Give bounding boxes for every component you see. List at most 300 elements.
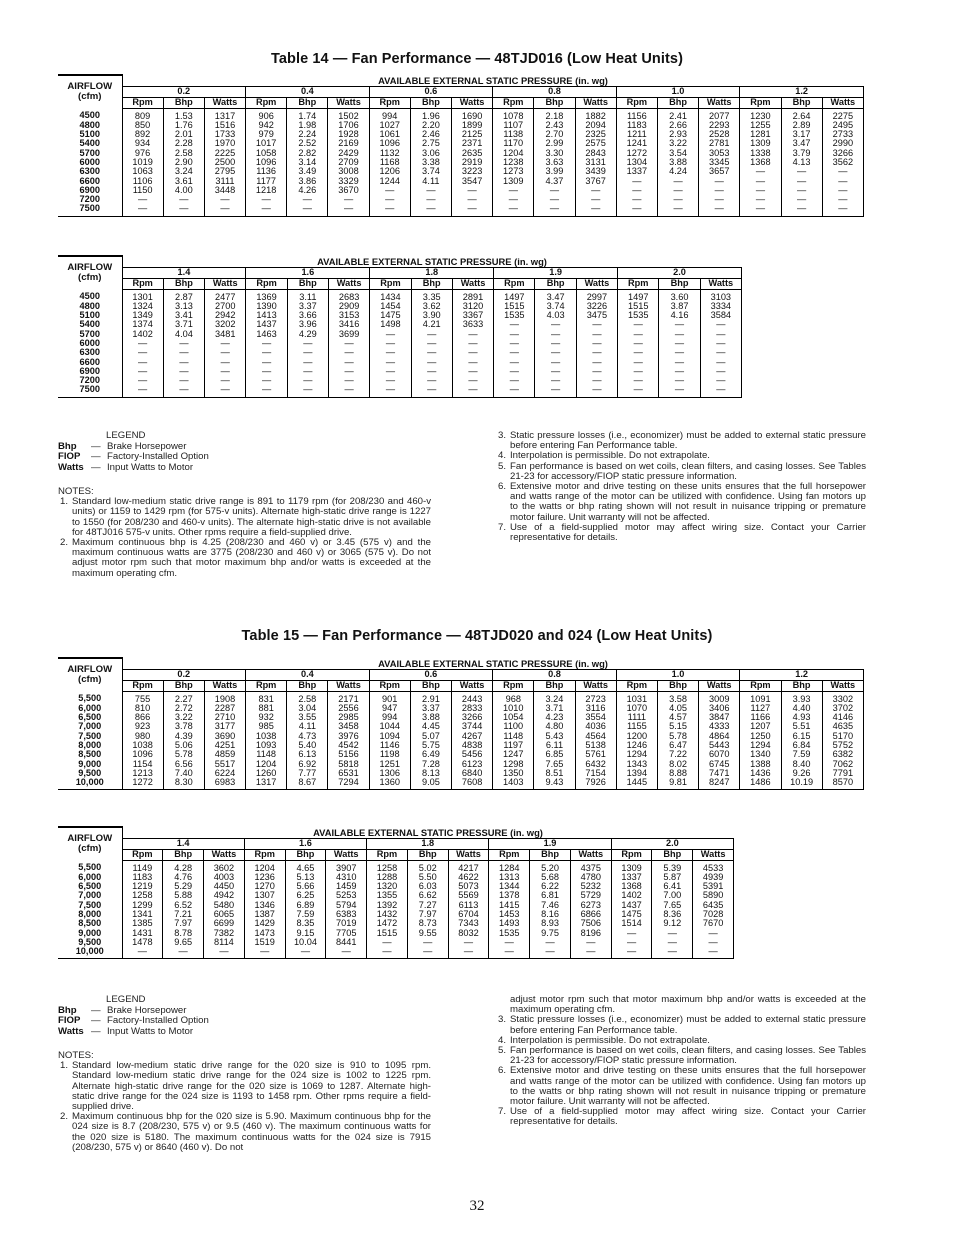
value-cell: — xyxy=(530,947,571,959)
airflow-label: AIRFLOW xyxy=(67,262,113,273)
value-cell: — xyxy=(652,938,693,947)
value-cell: 1044 xyxy=(369,722,410,731)
value-cell: 1096 xyxy=(369,139,410,148)
value-cell: 1273 xyxy=(493,167,534,176)
value-cell: 5.13 xyxy=(285,873,326,882)
value-cell: 8.13 xyxy=(410,769,451,778)
value-cell: 1313 xyxy=(489,873,530,882)
value-cell: 7028 xyxy=(693,910,734,919)
value-cell: 976 xyxy=(122,149,163,158)
value-cell: 5517 xyxy=(204,760,245,769)
airflow-cell: 6900 xyxy=(58,186,122,195)
value-cell: 2287 xyxy=(204,704,245,713)
table-15-notes-right xyxy=(496,995,866,1128)
legend-value: Factory-Installed Option xyxy=(107,1015,209,1027)
legend-dash: — xyxy=(91,441,101,453)
value-cell: — xyxy=(699,177,740,186)
value-cell: 3266 xyxy=(452,713,493,722)
value-cell: — xyxy=(452,339,493,348)
value-cell: 3302 xyxy=(822,691,863,704)
value-cell: 1207 xyxy=(740,722,781,731)
value-cell: — xyxy=(535,385,576,397)
value-cell: 1155 xyxy=(616,722,657,731)
value-cell: — xyxy=(575,204,616,216)
value-cell: — xyxy=(489,947,530,959)
value-cell: 3226 xyxy=(576,302,617,311)
value-cell: 1394 xyxy=(616,769,657,778)
value-cell: 1206 xyxy=(369,167,410,176)
value-cell: 1463 xyxy=(246,330,287,339)
value-cell: — xyxy=(535,330,576,339)
table-row xyxy=(58,704,864,713)
value-cell: 4542 xyxy=(328,741,369,750)
note-continuation: adjust motor rpm such that motor maximum bhp and/or watts is exceeded at the maximum operating cfm. xyxy=(510,994,866,1016)
value-cell: 2275 xyxy=(822,108,863,121)
static-pressure-header: AVAILABLE EXTERNAL STATIC PRESSURE (in. wg) xyxy=(122,827,734,838)
value-cell: 7294 xyxy=(328,778,369,790)
value-cell: 4635 xyxy=(822,722,863,731)
value-cell: — xyxy=(700,330,741,339)
column-header: Rpm xyxy=(618,278,659,289)
note-text: Interpolation is permissible. Do not extrapolate. xyxy=(510,1034,710,1046)
value-cell: 3976 xyxy=(328,732,369,741)
value-cell: 1.76 xyxy=(163,121,204,130)
value-cell: 3053 xyxy=(699,149,740,158)
value-cell: 831 xyxy=(246,691,287,704)
value-cell: 1096 xyxy=(246,158,287,167)
table-row xyxy=(58,204,864,216)
value-cell: 7791 xyxy=(822,769,863,778)
value-cell: 1197 xyxy=(493,741,534,750)
value-cell: — xyxy=(410,204,451,216)
value-cell: — xyxy=(611,947,652,959)
value-cell: 1390 xyxy=(246,302,287,311)
airflow-cell: 9,000 xyxy=(58,760,122,769)
value-cell: 5232 xyxy=(570,882,611,891)
value-cell: — xyxy=(618,348,659,357)
value-cell: 10.04 xyxy=(285,938,326,947)
column-header: Watts xyxy=(452,680,493,691)
value-cell: 8.78 xyxy=(163,929,204,938)
note xyxy=(496,1046,866,1066)
value-cell: 5761 xyxy=(575,750,616,759)
value-cell: 1246 xyxy=(616,741,657,750)
static-pressure-header: AVAILABLE EXTERNAL STATIC PRESSURE (in. wg) xyxy=(122,658,864,669)
value-cell: — xyxy=(576,358,617,367)
value-cell: — xyxy=(576,367,617,376)
value-cell: 2325 xyxy=(575,130,616,139)
value-cell: 1535 xyxy=(618,311,659,320)
value-cell: — xyxy=(576,330,617,339)
value-cell: 6.03 xyxy=(407,882,448,891)
table-row xyxy=(58,130,864,139)
value-cell: 2733 xyxy=(822,130,863,139)
value-cell: 3.86 xyxy=(287,177,328,186)
value-cell: 1459 xyxy=(326,882,367,891)
note xyxy=(58,1061,431,1112)
airflow-cell: 6000 xyxy=(58,158,122,167)
legend-dash: — xyxy=(91,1025,101,1037)
value-cell: 7.59 xyxy=(285,910,326,919)
note-number: 3. xyxy=(497,430,506,441)
value-cell: 2.46 xyxy=(410,130,451,139)
value-cell: 3.49 xyxy=(287,167,328,176)
value-cell: 1706 xyxy=(328,121,369,130)
value-cell: 1127 xyxy=(740,704,781,713)
value-cell: 6065 xyxy=(204,910,245,919)
value-cell: — xyxy=(287,339,328,348)
value-cell: — xyxy=(693,938,734,947)
value-cell: — xyxy=(204,204,245,216)
value-cell: 3458 xyxy=(328,722,369,731)
note-number: 5. xyxy=(497,1045,506,1057)
airflow-cell: 5100 xyxy=(58,311,122,320)
value-cell: 2.58 xyxy=(163,149,204,158)
airflow-cell: 7500 xyxy=(58,204,122,216)
value-cell: 5456 xyxy=(452,750,493,759)
value-cell: 1038 xyxy=(246,732,287,741)
value-cell: 8.36 xyxy=(652,910,693,919)
value-cell: 1132 xyxy=(369,149,410,158)
value-cell: 901 xyxy=(369,691,410,704)
value-cell: 8.73 xyxy=(407,919,448,928)
value-cell: — xyxy=(618,367,659,376)
airflow-cell: 9,500 xyxy=(58,938,122,947)
value-cell: 1502 xyxy=(328,108,369,121)
value-cell: 2171 xyxy=(328,691,369,704)
value-cell: 2919 xyxy=(452,158,493,167)
value-cell: 3.87 xyxy=(659,302,700,311)
value-cell: — xyxy=(659,358,700,367)
airflow-cell: 7,500 xyxy=(58,901,122,910)
airflow-cell: 6300 xyxy=(58,167,122,176)
value-cell: — xyxy=(740,167,781,176)
value-cell: 1320 xyxy=(367,882,408,891)
value-cell: 1368 xyxy=(611,882,652,891)
value-cell: 9.81 xyxy=(657,778,698,790)
value-cell: 10.19 xyxy=(781,778,822,790)
value-cell: — xyxy=(204,947,245,959)
value-cell: 1298 xyxy=(493,760,534,769)
airflow-cell: 5400 xyxy=(58,139,122,148)
value-cell: 1063 xyxy=(122,167,163,176)
value-cell: 2909 xyxy=(328,302,369,311)
column-header: Rpm xyxy=(493,680,534,691)
table-row xyxy=(58,713,864,722)
value-cell: 968 xyxy=(493,691,534,704)
value-cell: 1515 xyxy=(367,929,408,938)
value-cell: 1241 xyxy=(616,139,657,148)
value-cell: 942 xyxy=(246,121,287,130)
value-cell: — xyxy=(326,947,367,959)
value-cell: 4.57 xyxy=(657,713,698,722)
value-cell: 755 xyxy=(122,691,163,704)
value-cell: — xyxy=(700,358,741,367)
value-cell: 2169 xyxy=(328,139,369,148)
value-cell: — xyxy=(328,348,369,357)
value-cell: 3103 xyxy=(700,289,741,302)
value-cell: — xyxy=(370,339,411,348)
value-cell: — xyxy=(244,947,285,959)
column-header: Rpm xyxy=(367,849,408,860)
value-cell: 1431 xyxy=(122,929,163,938)
value-cell: 6531 xyxy=(328,769,369,778)
value-cell: — xyxy=(659,367,700,376)
value-cell: 1970 xyxy=(204,139,245,148)
value-cell: — xyxy=(535,339,576,348)
value-cell: — xyxy=(370,385,411,397)
value-cell: — xyxy=(740,186,781,195)
column-header: Rpm xyxy=(122,680,163,691)
value-cell: 3767 xyxy=(575,177,616,186)
value-cell: 4.03 xyxy=(535,311,576,320)
value-cell: 7471 xyxy=(699,769,740,778)
value-cell: — xyxy=(246,376,287,385)
value-cell: 3.96 xyxy=(287,320,328,329)
value-cell: 1309 xyxy=(493,177,534,186)
value-cell: 1415 xyxy=(489,901,530,910)
value-cell: — xyxy=(534,186,575,195)
value-cell: — xyxy=(700,348,741,357)
column-header: Bhp xyxy=(781,680,822,691)
airflow-cell: 4800 xyxy=(58,302,122,311)
value-cell: 4.28 xyxy=(163,860,204,873)
value-cell: 1211 xyxy=(616,130,657,139)
note-number: 3. xyxy=(497,1014,506,1026)
pressure-header: 1.4 xyxy=(122,267,246,278)
note-text: Static pressure losses (i.e., economizer) must be added to external static pressure before entering Fan Performance table. xyxy=(510,430,866,452)
table-row xyxy=(58,177,864,186)
value-cell: — xyxy=(493,195,534,204)
value-cell: — xyxy=(494,367,535,376)
value-cell: 6432 xyxy=(575,760,616,769)
value-cell: 3.88 xyxy=(657,158,698,167)
value-cell: — xyxy=(287,367,328,376)
value-cell: 6.11 xyxy=(534,741,575,750)
value-cell: — xyxy=(407,947,448,959)
legend-dash: — xyxy=(91,1005,101,1017)
table-row xyxy=(58,376,742,385)
value-cell: — xyxy=(700,385,741,397)
value-cell: — xyxy=(163,339,204,348)
value-cell: — xyxy=(122,947,163,959)
value-cell: — xyxy=(576,320,617,329)
value-cell: 1445 xyxy=(616,778,657,790)
value-cell: 923 xyxy=(122,722,163,731)
value-cell: — xyxy=(659,339,700,348)
value-cell: 2.75 xyxy=(410,139,451,148)
legend-dash: — xyxy=(91,461,101,473)
column-header: Bhp xyxy=(407,849,448,860)
value-cell: 4.65 xyxy=(285,860,326,873)
column-header: Bhp xyxy=(285,849,326,860)
value-cell: 7.65 xyxy=(652,901,693,910)
value-cell: 1307 xyxy=(244,891,285,900)
table-row xyxy=(58,367,742,376)
value-cell: 1260 xyxy=(246,769,287,778)
value-cell: — xyxy=(534,204,575,216)
value-cell: 9.26 xyxy=(781,769,822,778)
note-number: 1. xyxy=(59,496,68,508)
value-cell: 1473 xyxy=(244,929,285,938)
value-cell: — xyxy=(205,358,246,367)
value-cell: — xyxy=(205,376,246,385)
value-cell: — xyxy=(328,367,369,376)
column-header: Bhp xyxy=(535,278,576,289)
table-row xyxy=(58,882,734,891)
value-cell: — xyxy=(700,367,741,376)
value-cell: — xyxy=(369,195,410,204)
value-cell: 2429 xyxy=(328,149,369,158)
value-cell: 3907 xyxy=(326,860,367,873)
legend-title: LEGEND xyxy=(106,430,146,441)
value-cell: — xyxy=(535,348,576,357)
value-cell: 810 xyxy=(122,704,163,713)
value-cell: 4.26 xyxy=(287,186,328,195)
value-cell: — xyxy=(452,330,493,339)
column-header: Watts xyxy=(204,849,245,860)
value-cell: — xyxy=(489,938,530,947)
airflow-cell: 6300 xyxy=(58,348,122,357)
value-cell: 1388 xyxy=(740,760,781,769)
table-row xyxy=(58,929,734,938)
value-cell: 2500 xyxy=(204,158,245,167)
value-cell: 1516 xyxy=(204,121,245,130)
value-cell: 7382 xyxy=(204,929,245,938)
value-cell: 1219 xyxy=(122,882,163,891)
column-header: Bhp xyxy=(163,849,204,860)
value-cell: 3406 xyxy=(699,704,740,713)
value-cell: — xyxy=(740,195,781,204)
value-cell: 1.53 xyxy=(163,108,204,121)
pressure-header: 1.9 xyxy=(489,838,611,849)
value-cell: 1150 xyxy=(122,186,163,195)
airflow-cell: 7,000 xyxy=(58,891,122,900)
airflow-cell: 6,500 xyxy=(58,713,122,722)
value-cell: 1434 xyxy=(370,289,411,302)
airflow-cell: 7,500 xyxy=(58,732,122,741)
legend-value: Brake Horsepower xyxy=(107,441,187,453)
value-cell: 9.12 xyxy=(652,919,693,928)
value-cell: — xyxy=(494,330,535,339)
value-cell: — xyxy=(370,376,411,385)
value-cell: 1882 xyxy=(575,108,616,121)
value-cell: 1146 xyxy=(369,741,410,750)
value-cell: — xyxy=(657,195,698,204)
value-cell: 3.88 xyxy=(410,713,451,722)
value-cell: 4333 xyxy=(699,722,740,731)
value-cell: 1360 xyxy=(369,778,410,790)
value-cell: 1387 xyxy=(244,910,285,919)
value-cell: 3554 xyxy=(575,713,616,722)
value-cell: 2.58 xyxy=(287,691,328,704)
airflow-cell: 8,500 xyxy=(58,750,122,759)
value-cell: 1251 xyxy=(369,760,410,769)
pressure-header: 0.8 xyxy=(493,86,617,97)
value-cell: — xyxy=(122,204,163,216)
value-cell: — xyxy=(618,385,659,397)
column-header: Rpm xyxy=(369,680,410,691)
legend-key: FIOP xyxy=(58,451,81,463)
value-cell: — xyxy=(700,320,741,329)
pressure-header: 1.8 xyxy=(370,267,494,278)
value-cell: — xyxy=(494,348,535,357)
value-cell: — xyxy=(328,358,369,367)
value-cell: — xyxy=(570,938,611,947)
value-cell: — xyxy=(822,204,863,216)
value-cell: 5.02 xyxy=(407,860,448,873)
value-cell: 2.66 xyxy=(657,121,698,130)
value-cell: 985 xyxy=(246,722,287,731)
value-cell: 5.78 xyxy=(163,750,204,759)
value-cell: 5073 xyxy=(448,882,489,891)
value-cell: 3633 xyxy=(452,320,493,329)
value-cell: 7.40 xyxy=(163,769,204,778)
value-cell: — xyxy=(659,348,700,357)
value-cell: 4375 xyxy=(570,860,611,873)
value-cell: 7.21 xyxy=(163,910,204,919)
value-cell: 4.37 xyxy=(534,177,575,186)
value-cell: — xyxy=(693,947,734,959)
value-cell: 3177 xyxy=(204,722,245,731)
page-number: 32 xyxy=(469,1198,485,1214)
value-cell: 4310 xyxy=(326,873,367,882)
column-header: Rpm xyxy=(369,97,410,108)
value-cell: 1054 xyxy=(493,713,534,722)
value-cell: 6.49 xyxy=(410,750,451,759)
airflow-header xyxy=(58,75,122,108)
airflow-cell: 7200 xyxy=(58,376,122,385)
value-cell: 2833 xyxy=(452,704,493,713)
value-cell: 6.62 xyxy=(407,891,448,900)
value-cell: — xyxy=(657,177,698,186)
value-cell: — xyxy=(370,330,411,339)
value-cell: 2985 xyxy=(328,713,369,722)
value-cell: 6.22 xyxy=(530,882,571,891)
value-cell: — xyxy=(411,367,452,376)
value-cell: 5.29 xyxy=(163,882,204,891)
value-cell: — xyxy=(570,947,611,959)
legend-value: Brake Horsepower xyxy=(107,1005,187,1017)
table-row xyxy=(58,195,864,204)
value-cell: — xyxy=(494,339,535,348)
value-cell: 1403 xyxy=(493,778,534,790)
value-cell: 5.88 xyxy=(163,891,204,900)
legend-item xyxy=(58,463,258,473)
note-number: 4. xyxy=(497,1034,506,1046)
value-cell: 2575 xyxy=(575,139,616,148)
column-header: Watts xyxy=(204,97,245,108)
value-cell: 6.25 xyxy=(285,891,326,900)
value-cell: 1486 xyxy=(740,778,781,790)
value-cell: — xyxy=(611,938,652,947)
value-cell: 1928 xyxy=(328,130,369,139)
airflow-header xyxy=(58,256,122,289)
value-cell: 1472 xyxy=(367,919,408,928)
value-cell: — xyxy=(452,195,493,204)
value-cell: 1247 xyxy=(493,750,534,759)
value-cell: 6983 xyxy=(204,778,245,790)
value-cell: 3.90 xyxy=(411,311,452,320)
value-cell: — xyxy=(575,195,616,204)
value-cell: 9.43 xyxy=(534,778,575,790)
airflow-cell: 8,500 xyxy=(58,919,122,928)
value-cell: — xyxy=(699,195,740,204)
value-cell: — xyxy=(367,938,408,947)
value-cell: 2.18 xyxy=(534,108,575,121)
column-header: Rpm xyxy=(493,97,534,108)
value-cell: 9.55 xyxy=(407,929,448,938)
